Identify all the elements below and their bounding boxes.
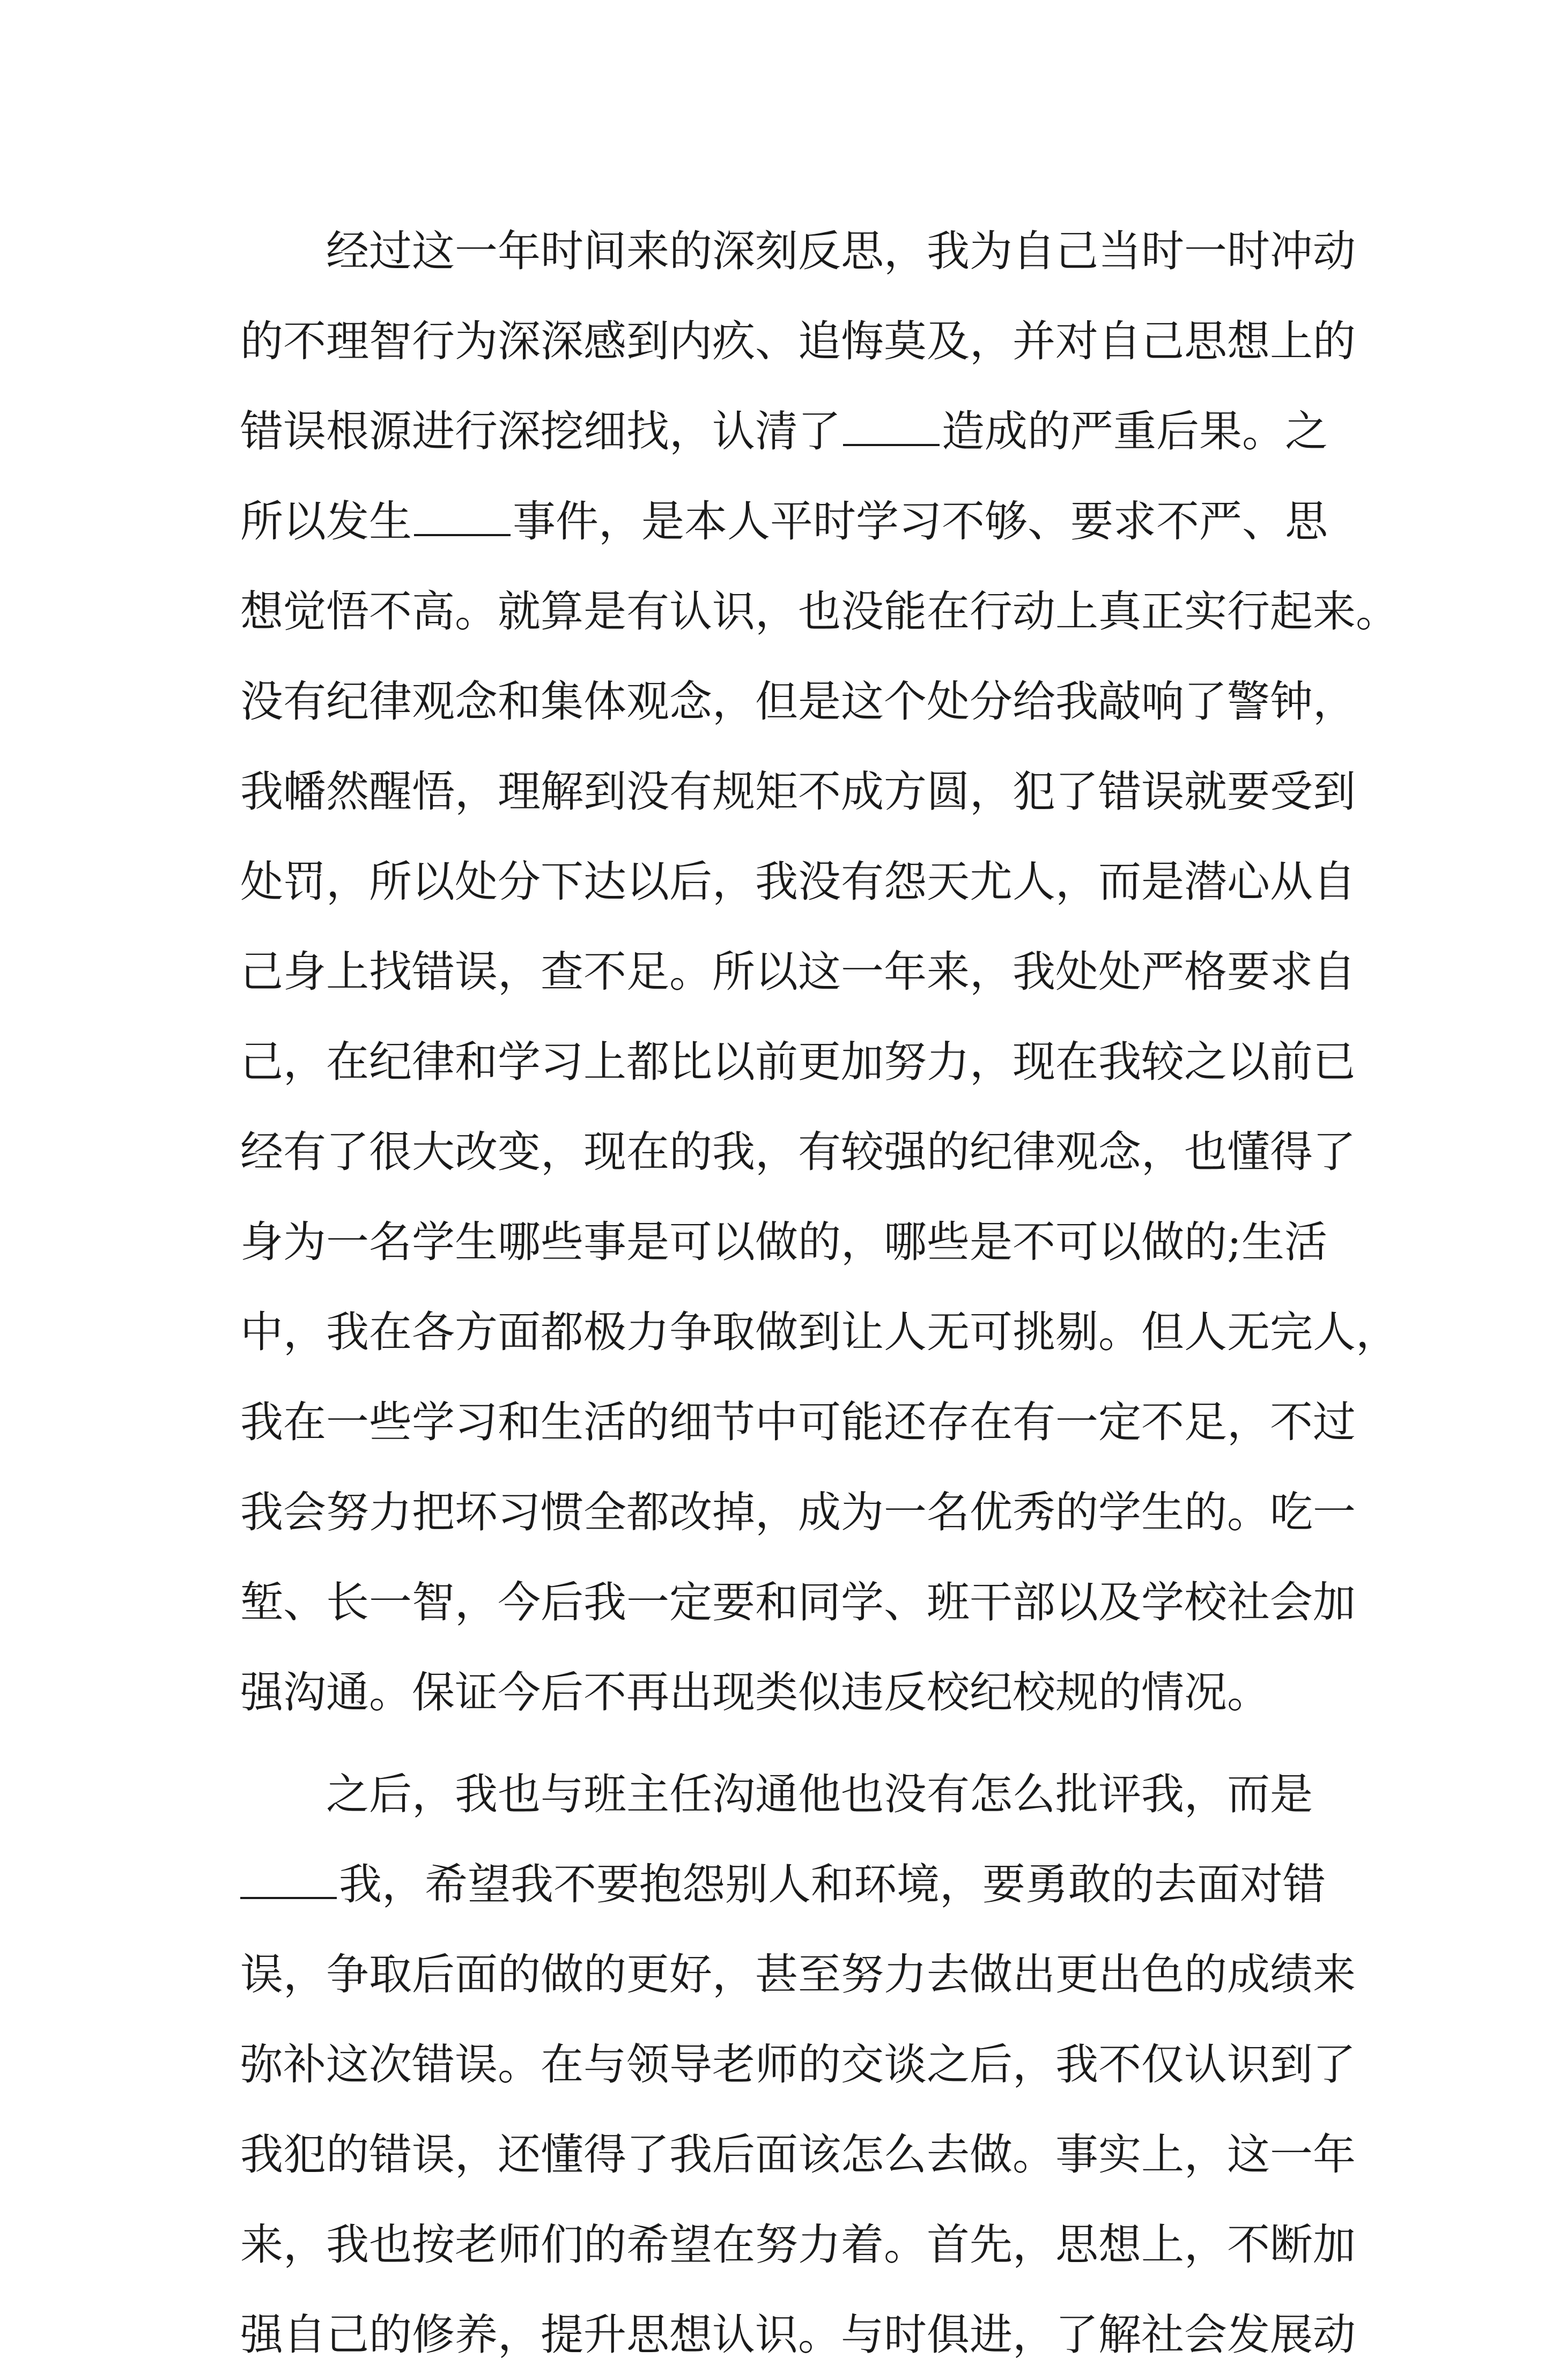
text-segment: 强沟通。保证今后不再出现类似违反校纪校规的情况。 [240, 1667, 1270, 1717]
text-segment: 来，我也按老师们的希望在努力着。首先，思想上，不断加 [240, 2220, 1356, 2270]
paragraph-2-line-6 [240, 2200, 1356, 2290]
paragraph-1-line-16 [240, 1558, 1356, 1648]
document-body [240, 206, 1399, 2380]
text-segment: 错误根源进行深挖细找，认清了 [240, 406, 841, 456]
paragraph-1-line-14 [240, 1377, 1356, 1467]
text-segment: 经过这一年时间来的深刻反思，我为自己当时一时冲动 [326, 226, 1356, 276]
paragraph-2-line-2 [240, 1840, 1326, 1930]
paragraph-1-line-3 [240, 387, 1328, 477]
paragraph-1-line-8 [240, 837, 1356, 927]
paragraph-1-line-10 [240, 1017, 1356, 1107]
text-segment: 己，在纪律和学习上都比以前更加努力，现在我较之以前已 [240, 1037, 1356, 1087]
text-segment: 我会努力把坏习惯全都改掉，成为一名优秀的学生的。吃一 [240, 1487, 1356, 1537]
text-segment: 身为一名学生哪些事是可以做的，哪些是不可以做的;生活 [240, 1217, 1327, 1267]
paragraph-1-line-9 [240, 927, 1356, 1017]
fill-in-blank [843, 442, 940, 446]
text-segment: 我在一些学习和生活的细节中可能还存在有一定不足，不过 [240, 1397, 1356, 1447]
paragraph-1-line-11 [240, 1107, 1356, 1197]
text-segment: 之后，我也与班主任沟通他也没有怎么批评我，而是 [326, 1769, 1313, 1819]
text-segment: 堑、长一智，今后我一定要和同学、班干部以及学校社会加 [240, 1577, 1356, 1627]
paragraph-1-line-17 [240, 1648, 1318, 1738]
paragraph-1-line-13 [240, 1287, 1399, 1377]
text-segment: 我，希望我不要抱怨别人和环境，要勇敢的去面对错 [339, 1859, 1326, 1909]
paragraph-1-line-5 [240, 567, 1399, 657]
text-segment: 我幡然醒悟，理解到没有规矩不成方圆，犯了错误就要受到 [240, 767, 1356, 817]
paragraph-1-line-4 [240, 477, 1328, 567]
text-segment: 经有了很大改变，现在的我，有较强的纪律观念，也懂得了 [240, 1127, 1356, 1177]
text-segment: 事件，是本人平时学习不够、要求不严、思 [513, 496, 1328, 546]
paragraph-1-line-15 [240, 1467, 1356, 1558]
paragraph-1-line-6 [240, 657, 1356, 747]
text-segment: 我犯的错误，还懂得了我后面该怎么去做。事实上，这一年 [240, 2130, 1356, 2179]
paragraph-2-line-7 [240, 2290, 1356, 2380]
paragraph-2-line-5 [240, 2110, 1356, 2200]
text-segment: 没有纪律观念和集体观念，但是这个处分给我敲响了警钟， [240, 677, 1356, 726]
text-segment: 弥补这次错误。在与领导老师的交谈之后，我不仅认识到了 [240, 2040, 1356, 2089]
paragraph-2-line-1 [240, 1749, 1318, 1840]
fill-in-blank [414, 532, 511, 536]
paragraph-1-line-7 [240, 747, 1356, 837]
text-segment: 处罚，所以处分下达以后，我没有怨天尤人，而是潜心从自 [240, 857, 1356, 907]
paragraph-1-line-12 [240, 1197, 1327, 1287]
text-segment: 强自己的修养，提升思想认识。与时俱进，了解社会发展动 [240, 2310, 1356, 2360]
text-segment: 造成的严重后果。之 [942, 406, 1328, 456]
text-segment: 想觉悟不高。就算是有认识，也没能在行动上真正实行起来。 [240, 587, 1399, 636]
paragraph-2-line-3 [240, 1930, 1356, 2020]
fill-in-blank [240, 1895, 337, 1899]
text-segment: 所以发生 [240, 496, 412, 546]
text-segment: 中，我在各方面都极力争取做到让人无可挑剔。但人无完人， [240, 1307, 1399, 1357]
text-segment: 误，争取后面的做的更好，甚至努力去做出更出色的成绩来 [240, 1949, 1356, 1999]
text-segment: 的不理智行为深深感到内疚、追悔莫及，并对自己思想上的 [240, 316, 1356, 366]
paragraph-2-line-4 [240, 2020, 1356, 2110]
text-segment: 己身上找错误，查不足。所以这一年来，我处处严格要求自 [240, 947, 1356, 997]
paragraph-1-line-1 [240, 206, 1356, 296]
paragraph-1-line-2 [240, 296, 1356, 387]
